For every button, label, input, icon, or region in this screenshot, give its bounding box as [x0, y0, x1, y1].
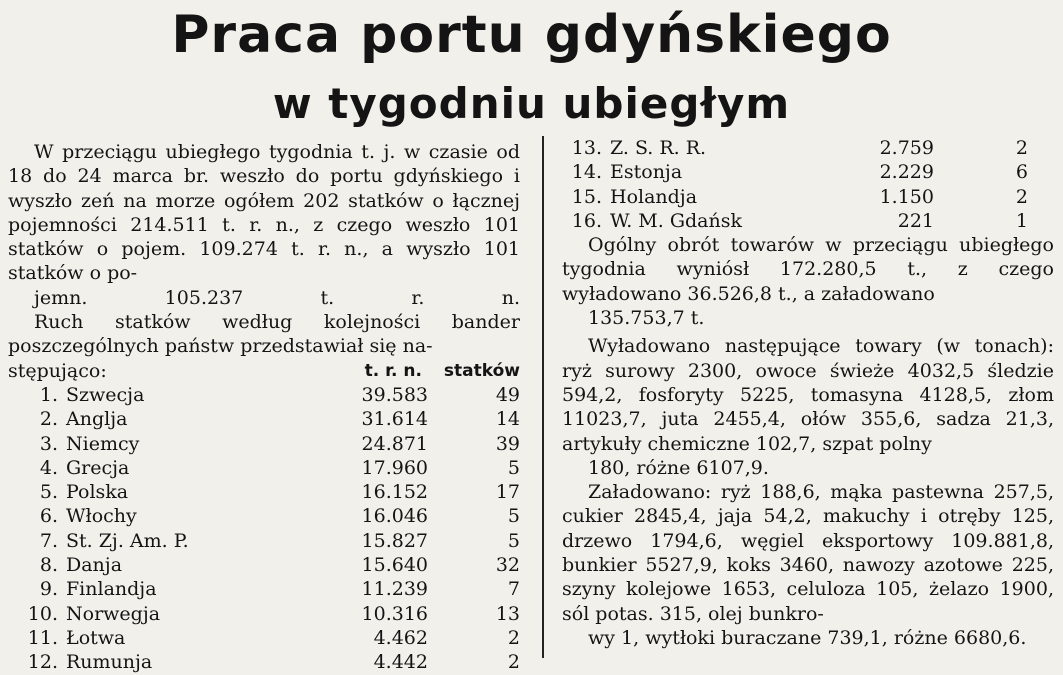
row-number: 10.: [27, 602, 58, 625]
column-divider: [542, 136, 544, 658]
turnover-text: Ogólny obrót towarów w przeciągu ubiegłego tygodnia wyniósł 172.280,5 t., z czego wyładowano 36.526,8 t., a załadowano: [562, 234, 1054, 305]
row-country: Finlandja: [66, 578, 157, 601]
row-number: 9.: [39, 578, 58, 601]
loaded-text: Załadowano: ryż 188,6, mąka pastewna 257,5, cukier 2845,4, jaja 54,2, makuchy i otręby 125, drzewo 1794,6, węgiel eksportowy 109.881,8, bunkier 5527,9, koks 3460, nawozy azotowe 225, szyny kolejowe 1653, celuloza 105, żelazo 1900, sól potas. 315, olej bunkro-: [562, 481, 1054, 625]
table-row: [562, 160, 1054, 184]
row-ships: 32: [495, 554, 520, 577]
row-number: 2.: [39, 408, 58, 431]
turnover-paragraph: [562, 233, 1054, 330]
intro-text: W przeciągu ubiegłego tygodnia t. j. w czasie od 18 do 24 marca br. weszło do portu gdyńskiego i wyszło zeń na morze ogółem 202 statków o łącznej pojemności 214.511 t. r. n., z czego weszło 101 statków o pojem. 109.274 t. r. n., a wyszło 101 statków o po-: [8, 141, 520, 285]
row-country: Łotwa: [66, 626, 126, 649]
row-ships: 14: [495, 408, 520, 431]
row-trn: 31.614: [361, 408, 428, 431]
header-trn: t. r. n.: [364, 360, 422, 381]
row-trn: 16.152: [361, 481, 428, 504]
row-trn: 15.827: [361, 529, 428, 552]
row-ships: 13: [495, 602, 520, 625]
table-row: [8, 480, 520, 504]
table-row: [8, 529, 520, 553]
row-number: 6.: [39, 505, 58, 528]
loaded-text-end: wy 1, wytłoki buraczane 739,1, różne 6680,6.: [588, 626, 1027, 649]
table-row: [8, 602, 520, 626]
row-number: 15.: [571, 185, 602, 208]
row-country: Anglja: [66, 408, 128, 431]
row-country: Polska: [66, 481, 129, 504]
unloaded-text: Wyładowano następujące towary (w tonach): ryż surowy 2300, owoce świeże 4032,5 śledzie 594,2, fosforyty 5225, tomasyna 4128,5, złom 11023,7, juta 2455,4, ołów 355,6, sadza 21,3, artykuły chemiczne 102,7, szpat polny: [562, 335, 1054, 455]
row-ships: 2: [507, 651, 520, 674]
intro-paragraph: [8, 140, 520, 310]
row-trn: 16.046: [361, 505, 428, 528]
row-number: 12.: [27, 651, 58, 674]
table-row: [8, 432, 520, 456]
table-row: [8, 383, 520, 407]
row-trn: 15.640: [361, 554, 428, 577]
row-country: Holandja: [610, 185, 698, 208]
row-trn: 4.442: [373, 651, 428, 674]
row-country: Grecja: [66, 456, 130, 479]
row-country: St. Zj. Am. P.: [66, 529, 189, 552]
row-trn: 4.462: [373, 626, 428, 649]
row-country: Z. S. R. R.: [610, 137, 707, 159]
table-row: [8, 456, 520, 480]
row-trn: 2.759: [879, 137, 934, 159]
left-column: [8, 140, 520, 675]
row-number: 14.: [571, 161, 602, 184]
turnover-text-end: 135.753,7 t.: [588, 307, 705, 330]
table-row: [8, 650, 520, 674]
row-trn: 39.583: [361, 383, 428, 406]
row-number: 3.: [39, 432, 58, 455]
flags-table-right: [562, 136, 1054, 233]
row-country: Włochy: [66, 505, 137, 528]
intro-text-end: jemn. 105.237 t. r. n.: [34, 286, 520, 309]
row-trn: 1.150: [879, 185, 934, 208]
flags-text: Ruch statków według kolejności bander poszczególnych państw przedstawiał się na-: [8, 311, 520, 358]
row-ships: 5: [507, 456, 520, 479]
row-country: Niemcy: [66, 432, 140, 455]
row-number: 8.: [39, 554, 58, 577]
right-column: [562, 136, 1054, 650]
table-row: [562, 185, 1054, 209]
row-ships: 5: [507, 529, 520, 552]
headline-line-2: w tygodniu ubiegłym: [272, 79, 791, 128]
row-number: 16.: [571, 209, 602, 232]
row-trn: 221: [897, 209, 934, 232]
row-number: 5.: [39, 481, 58, 504]
row-country: Norwegja: [66, 602, 161, 625]
row-trn: 17.960: [361, 456, 428, 479]
table-row: [8, 504, 520, 528]
row-ships: 7: [507, 578, 520, 601]
headline-line-1: Praca portu gdyńskiego: [171, 5, 892, 65]
row-number: 1.: [39, 383, 58, 406]
row-ships: 5: [507, 505, 520, 528]
unloaded-paragraph: [562, 334, 1054, 480]
unloaded-text-end: 180, różne 6107,9.: [588, 456, 769, 479]
row-trn: 2.229: [879, 161, 934, 184]
row-ships: 1: [1015, 209, 1028, 232]
table-row: [8, 577, 520, 601]
table-row: [8, 553, 520, 577]
flags-text-end: stępująco:: [8, 359, 107, 382]
row-ships: 2: [1015, 137, 1028, 159]
header-statkow: statków: [443, 360, 520, 381]
flags-table-left: [8, 383, 520, 675]
row-country: W. M. Gdańsk: [610, 209, 742, 232]
row-ships: 39: [495, 432, 520, 455]
row-country: Rumunja: [66, 651, 153, 674]
table-row: [8, 407, 520, 431]
row-country: Danja: [66, 554, 123, 577]
row-ships: 6: [1015, 161, 1028, 184]
row-number: 11.: [27, 626, 58, 649]
table-header-row: [8, 359, 520, 383]
table-row: [562, 209, 1054, 233]
table-row: [8, 626, 520, 650]
row-number: 7.: [39, 529, 58, 552]
loaded-paragraph: [562, 480, 1054, 650]
table-row: [562, 136, 1054, 160]
row-ships: 49: [495, 383, 520, 406]
flags-paragraph: [8, 310, 520, 359]
row-ships: 2: [507, 626, 520, 649]
row-ships: 2: [1015, 185, 1028, 208]
row-ships: 17: [495, 481, 520, 504]
row-country: Szwecja: [66, 383, 145, 406]
row-trn: 10.316: [361, 602, 428, 625]
row-trn: 11.239: [361, 578, 428, 601]
row-number: 13.: [571, 137, 602, 159]
row-country: Estonja: [610, 161, 683, 184]
row-number: 4.: [39, 456, 58, 479]
row-trn: 24.871: [361, 432, 428, 455]
